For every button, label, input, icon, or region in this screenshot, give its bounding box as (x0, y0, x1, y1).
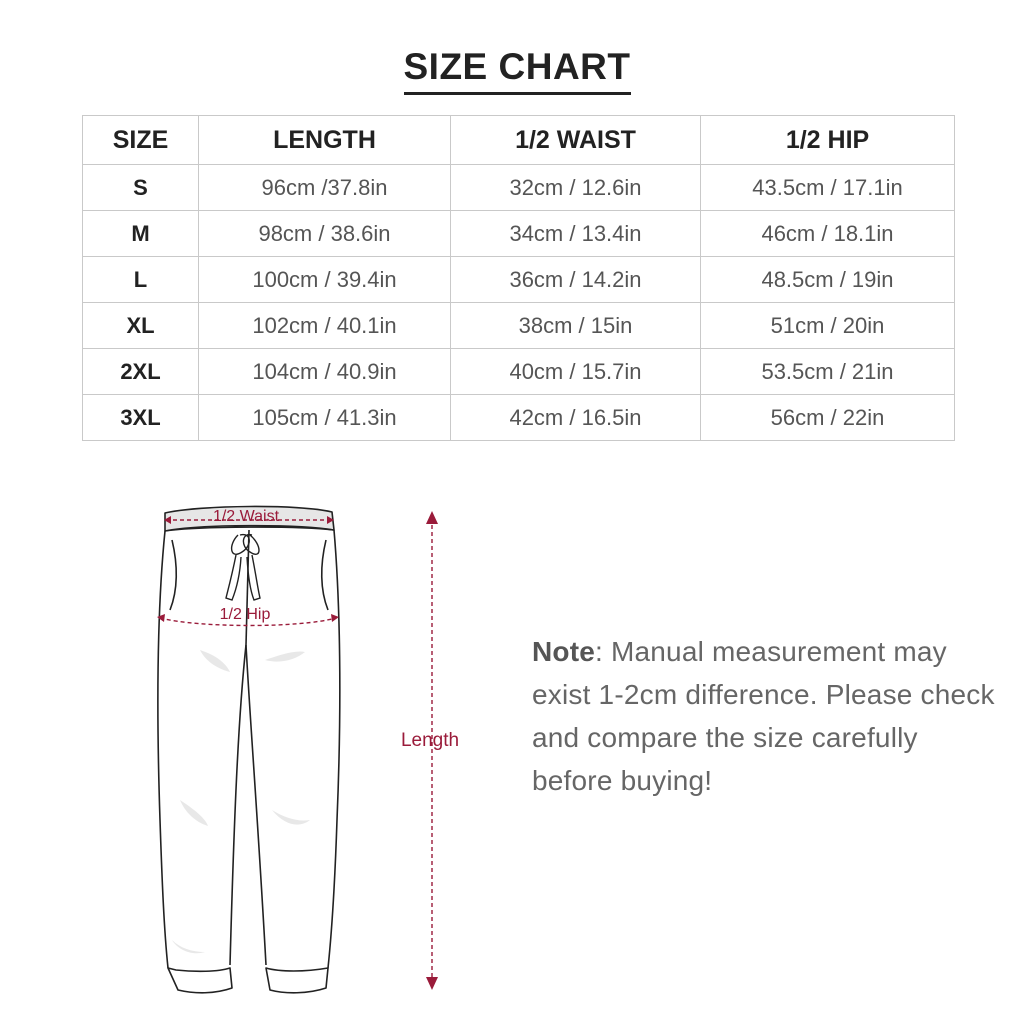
hip-cell: 46cm / 18.1in (701, 211, 955, 257)
size-cell: S (83, 165, 199, 211)
length-cell: 105cm / 41.3in (199, 395, 451, 441)
length-cell: 102cm / 40.1in (199, 303, 451, 349)
size-cell: M (83, 211, 199, 257)
length-cell: 98cm / 38.6in (199, 211, 451, 257)
hip-cell: 48.5cm / 19in (701, 257, 955, 303)
waist-cell: 40cm / 15.7in (451, 349, 701, 395)
length-cell: 104cm / 40.9in (199, 349, 451, 395)
length-measure-line (401, 511, 459, 990)
hip-cell: 51cm / 20in (701, 303, 955, 349)
header-half-hip: 1/2 HIP (701, 116, 955, 165)
drawstring-icon (226, 535, 260, 600)
measurement-note (532, 630, 1002, 802)
hip-label: 1/2 Hip (219, 606, 271, 623)
note-label: Note (532, 636, 596, 667)
note-text: : Manual measurement may exist 1-2cm difference. Please check and compare the size carefully before buying! (532, 636, 995, 796)
waist-cell: 42cm / 16.5in (451, 395, 701, 441)
page-title-text: SIZE CHART (404, 46, 631, 95)
waist-cell: 32cm / 12.6in (451, 165, 701, 211)
waist-cell: 38cm / 15in (451, 303, 701, 349)
size-cell: 3XL (83, 395, 199, 441)
hip-measure-line (157, 606, 339, 626)
size-cell: XL (83, 303, 199, 349)
length-cell: 96cm /37.8in (199, 165, 451, 211)
length-cell: 100cm / 39.4in (199, 257, 451, 303)
size-cell: 2XL (83, 349, 199, 395)
header-length: LENGTH (199, 116, 451, 165)
hip-cell: 53.5cm / 21in (701, 349, 955, 395)
hip-cell: 43.5cm / 17.1in (701, 165, 955, 211)
length-label: Length (400, 730, 460, 751)
header-half-waist: 1/2 WAIST (451, 116, 701, 165)
waist-label: 1/2 Waist (212, 508, 280, 525)
header-size: SIZE (83, 116, 199, 165)
size-cell: L (83, 257, 199, 303)
hip-cell: 56cm / 22in (701, 395, 955, 441)
waist-cell: 34cm / 13.4in (451, 211, 701, 257)
waist-cell: 36cm / 14.2in (451, 257, 701, 303)
